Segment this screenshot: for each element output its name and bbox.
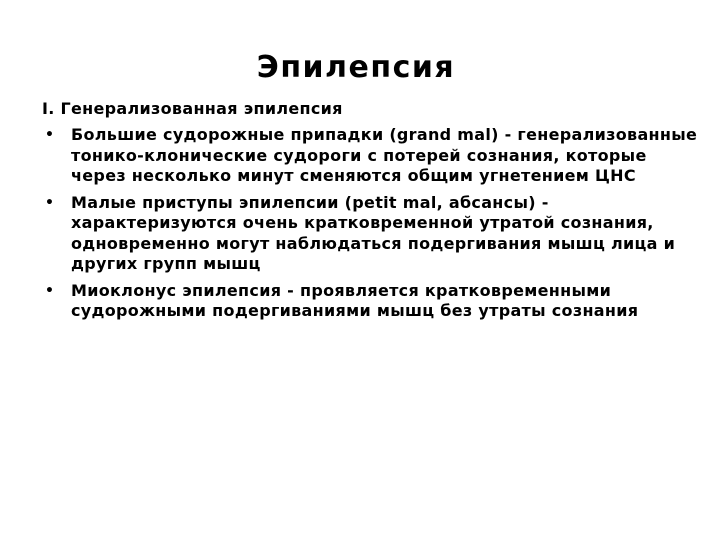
bullet-text: Большие судорожные припадки (grand mal) - генерализованные тонико-клонические судороги с потерей сознания, которые через несколько минут сменяются общим угнетением ЦНС [71, 125, 698, 185]
slide-body [42, 99, 706, 328]
bullet-list [42, 125, 706, 322]
bullet-marker: • [45, 194, 55, 211]
slide-title: Эпилепсия [256, 50, 456, 85]
bullet-text: Малые приступы эпилепсии (petit mal, абсансы) - характеризуются очень кратковременной утратой сознания, одновременно могут наблюдаться подергивания мышц лица и других групп мышц [71, 192, 676, 273]
bullet-text: Миоклонус эпилепсия - проявляется кратковременными судорожными подергиваниями мышц без утраты сознания [71, 280, 639, 320]
bullet-item [42, 125, 706, 187]
section-heading: I. Генерализованная эпилепсия [42, 99, 343, 118]
bullet-marker: • [45, 282, 55, 299]
bullet-marker: • [45, 127, 55, 143]
bullet-item [42, 281, 706, 322]
bullet-item [42, 193, 706, 275]
